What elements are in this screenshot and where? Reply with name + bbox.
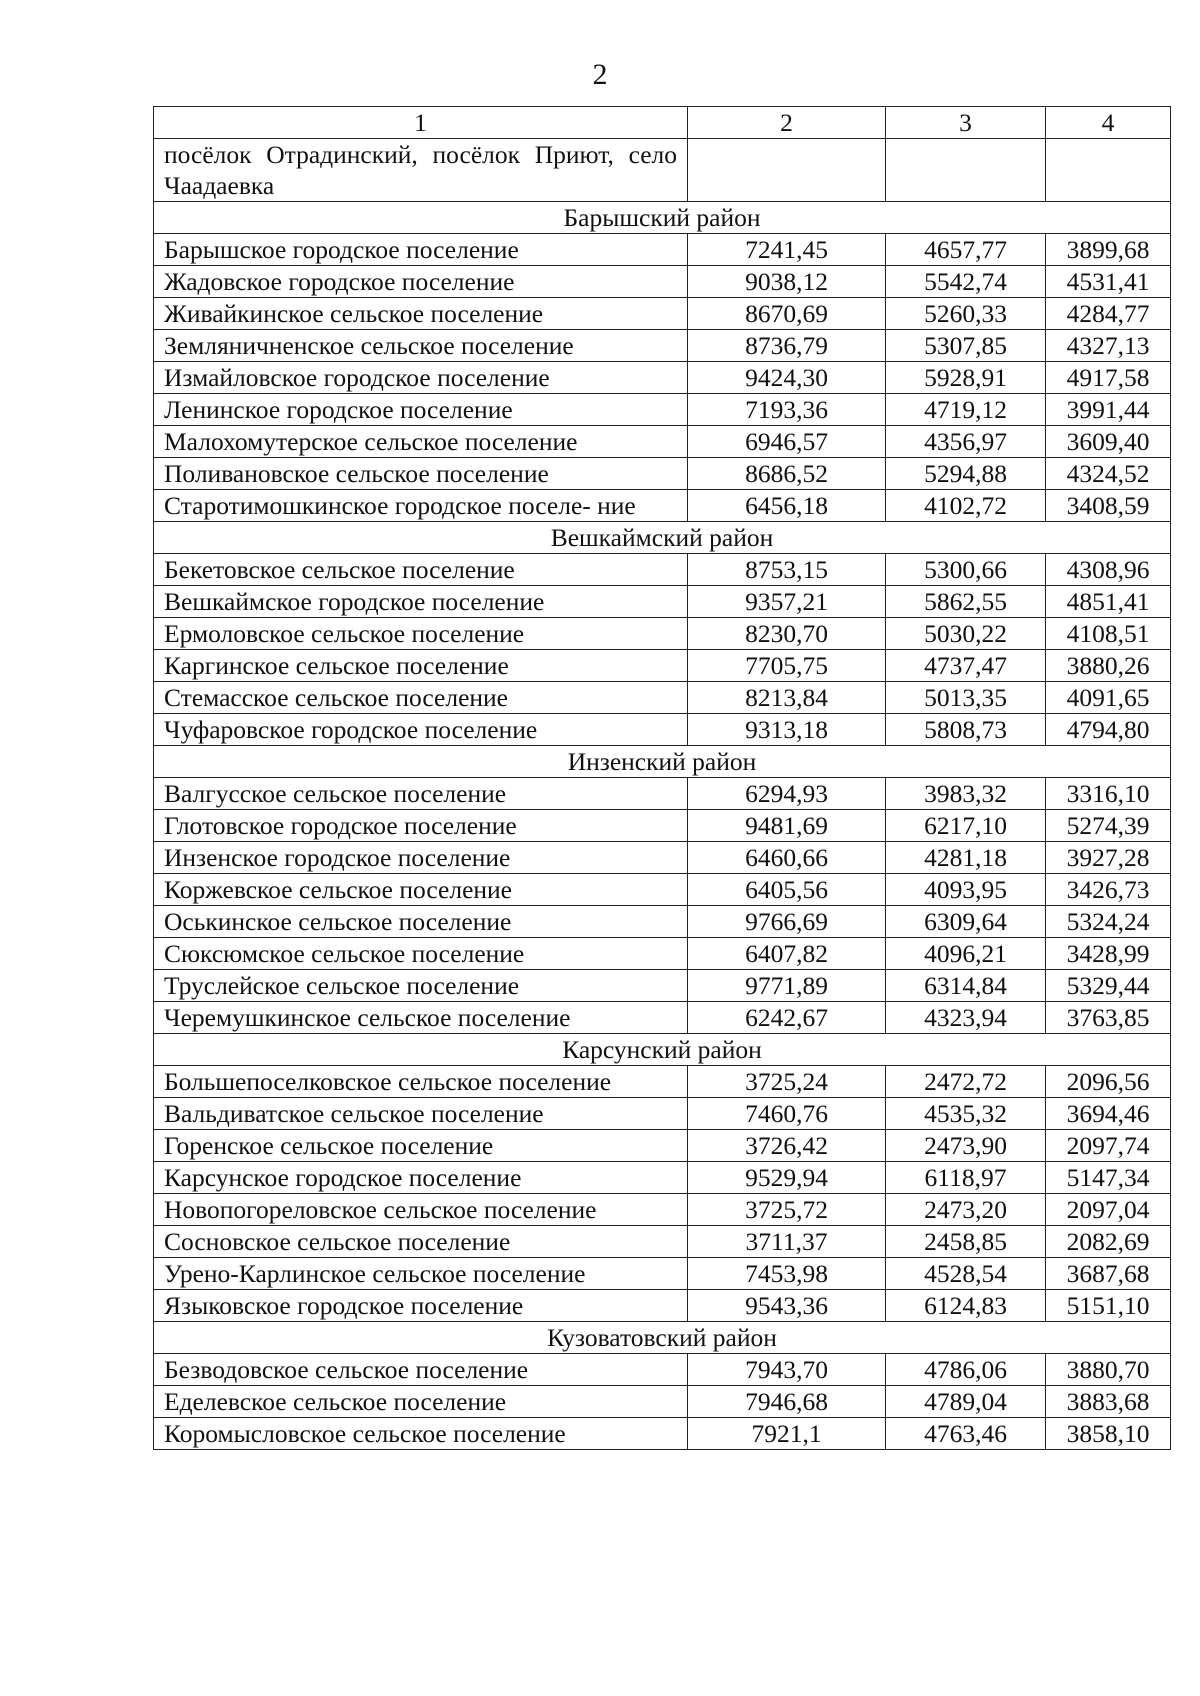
settlement-name: Еделевское сельское поселение bbox=[154, 1386, 688, 1418]
settlement-name: Коржевское сельское поселение bbox=[154, 874, 688, 906]
settlement-name: Инзенское городское поселение bbox=[154, 842, 688, 874]
value-cell-v4: 5274,39 bbox=[1046, 810, 1171, 842]
value-cell-v3: 2472,72 bbox=[886, 1066, 1046, 1098]
value-cell-v2: 8736,79 bbox=[688, 330, 886, 362]
table-body bbox=[154, 107, 1171, 1450]
value-cell-v3: 5808,73 bbox=[886, 714, 1046, 746]
value-cell-v3: 2473,90 bbox=[886, 1130, 1046, 1162]
value-cell-v2: 6405,56 bbox=[688, 874, 886, 906]
value-cell-v3: 4737,47 bbox=[886, 650, 1046, 682]
settlement-name: Оськинское сельское поселение bbox=[154, 906, 688, 938]
value-cell-v4: 3883,68 bbox=[1046, 1386, 1171, 1418]
table-row bbox=[154, 586, 1171, 618]
settlement-name: Измайловское городское поселение bbox=[154, 362, 688, 394]
value-cell-v4: 4284,77 bbox=[1046, 298, 1171, 330]
district-row bbox=[154, 746, 1171, 778]
value-cell-v3: 2458,85 bbox=[886, 1226, 1046, 1258]
value-cell-v4: 4327,13 bbox=[1046, 330, 1171, 362]
value-cell-v2: 8213,84 bbox=[688, 682, 886, 714]
value-cell-v2: 3725,72 bbox=[688, 1194, 886, 1226]
value-cell-v2: 9771,89 bbox=[688, 970, 886, 1002]
settlement-name: Сосновское сельское поселение bbox=[154, 1226, 688, 1258]
table-row bbox=[154, 394, 1171, 426]
value-cell-v4: 3858,10 bbox=[1046, 1418, 1171, 1450]
settlement-name: Чуфаровское городское поселение bbox=[154, 714, 688, 746]
settlement-name: Коромысловское сельское поселение bbox=[154, 1418, 688, 1450]
value-cell-v2: 6294,93 bbox=[688, 778, 886, 810]
value-cell-v4: 2097,04 bbox=[1046, 1194, 1171, 1226]
settlement-name: Ермоловское сельское поселение bbox=[154, 618, 688, 650]
settlement-name: Вальдиватское сельское поселение bbox=[154, 1098, 688, 1130]
value-cell-v2: 6460,66 bbox=[688, 842, 886, 874]
value-cell-v2: 3726,42 bbox=[688, 1130, 886, 1162]
value-cell-v4: 4108,51 bbox=[1046, 618, 1171, 650]
district-row bbox=[154, 1034, 1171, 1066]
value-cell-v2: 6946,57 bbox=[688, 426, 886, 458]
value-cell-v2: 9529,94 bbox=[688, 1162, 886, 1194]
value-cell-v3: 4281,18 bbox=[886, 842, 1046, 874]
settlement-name: Малохомутерское сельское поселение bbox=[154, 426, 688, 458]
district-heading: Кузоватовский район bbox=[154, 1322, 1171, 1354]
value-cell-v2: 9038,12 bbox=[688, 266, 886, 298]
value-cell-v4: 3899,68 bbox=[1046, 234, 1171, 266]
value-cell-v3: 2473,20 bbox=[886, 1194, 1046, 1226]
table-row bbox=[154, 298, 1171, 330]
value-cell-v3: 6309,64 bbox=[886, 906, 1046, 938]
settlement-name: Старотимошкинское городское поселе- ние bbox=[154, 490, 688, 522]
value-cell-v4: 2097,74 bbox=[1046, 1130, 1171, 1162]
column-header: 3 bbox=[886, 107, 1046, 139]
value-cell-v2: 8686,52 bbox=[688, 458, 886, 490]
value-cell-v4: 3408,59 bbox=[1046, 490, 1171, 522]
column-header: 1 bbox=[154, 107, 688, 139]
table-row bbox=[154, 362, 1171, 394]
table-row bbox=[154, 139, 1171, 202]
value-cell-v2: 7921,1 bbox=[688, 1418, 886, 1450]
value-cell-v2: 9313,18 bbox=[688, 714, 886, 746]
settlement-name: Урено-Карлинское сельское поселение bbox=[154, 1258, 688, 1290]
value-cell-v2: 7943,70 bbox=[688, 1354, 886, 1386]
value-cell-v3 bbox=[886, 139, 1046, 202]
settlement-name: Жадовское городское поселение bbox=[154, 266, 688, 298]
settlement-name: Безводовское сельское поселение bbox=[154, 1354, 688, 1386]
value-cell-v4: 3694,46 bbox=[1046, 1098, 1171, 1130]
value-cell-v3: 5294,88 bbox=[886, 458, 1046, 490]
value-cell-v4: 4851,41 bbox=[1046, 586, 1171, 618]
value-cell-v4: 3428,99 bbox=[1046, 938, 1171, 970]
value-cell-v2: 7241,45 bbox=[688, 234, 886, 266]
table-row bbox=[154, 330, 1171, 362]
value-cell-v2: 9357,21 bbox=[688, 586, 886, 618]
table-row bbox=[154, 874, 1171, 906]
value-cell-v2: 7946,68 bbox=[688, 1386, 886, 1418]
value-cell-v3: 4719,12 bbox=[886, 394, 1046, 426]
table-header-row bbox=[154, 107, 1171, 139]
value-cell-v3: 4789,04 bbox=[886, 1386, 1046, 1418]
table-row bbox=[154, 458, 1171, 490]
value-cell-v4: 5324,24 bbox=[1046, 906, 1171, 938]
table-row bbox=[154, 1194, 1171, 1226]
value-cell-v3: 6124,83 bbox=[886, 1290, 1046, 1322]
settlement-name: Живайкинское сельское поселение bbox=[154, 298, 688, 330]
table-row bbox=[154, 1418, 1171, 1450]
column-header: 2 bbox=[688, 107, 886, 139]
table-row bbox=[154, 1130, 1171, 1162]
value-cell-v3: 4356,97 bbox=[886, 426, 1046, 458]
table-row bbox=[154, 842, 1171, 874]
settlement-name: Барышское городское поселение bbox=[154, 234, 688, 266]
value-cell-v2: 8753,15 bbox=[688, 554, 886, 586]
value-cell-v3: 4102,72 bbox=[886, 490, 1046, 522]
value-cell-v3: 6118,97 bbox=[886, 1162, 1046, 1194]
value-cell-v2 bbox=[688, 139, 886, 202]
value-cell-v3: 4096,21 bbox=[886, 938, 1046, 970]
district-row bbox=[154, 202, 1171, 234]
district-heading: Барышский район bbox=[154, 202, 1171, 234]
value-cell-v4: 4794,80 bbox=[1046, 714, 1171, 746]
value-cell-v2: 3711,37 bbox=[688, 1226, 886, 1258]
district-heading: Вешкаймский район bbox=[154, 522, 1171, 554]
table-row bbox=[154, 490, 1171, 522]
value-cell-v3: 5300,66 bbox=[886, 554, 1046, 586]
table-row bbox=[154, 938, 1171, 970]
table-row bbox=[154, 234, 1171, 266]
value-cell-v3: 4093,95 bbox=[886, 874, 1046, 906]
value-cell-v4: 5329,44 bbox=[1046, 970, 1171, 1002]
data-table bbox=[153, 106, 1171, 1450]
value-cell-v3: 5013,35 bbox=[886, 682, 1046, 714]
settlement-name: Горенское сельское поселение bbox=[154, 1130, 688, 1162]
settlement-name: Большепоселковское сельское поселение bbox=[154, 1066, 688, 1098]
value-cell-v2: 7193,36 bbox=[688, 394, 886, 426]
value-cell-v4: 3927,28 bbox=[1046, 842, 1171, 874]
value-cell-v2: 9766,69 bbox=[688, 906, 886, 938]
settlement-name: Ленинское городское поселение bbox=[154, 394, 688, 426]
table-row bbox=[154, 1162, 1171, 1194]
settlement-name: посёлок Отрадинский, посёлок Приют, село Чаадаевка bbox=[154, 139, 688, 202]
column-header: 4 bbox=[1046, 107, 1171, 139]
table-row bbox=[154, 1226, 1171, 1258]
value-cell-v4: 3687,68 bbox=[1046, 1258, 1171, 1290]
table-row bbox=[154, 778, 1171, 810]
value-cell-v2: 3725,24 bbox=[688, 1066, 886, 1098]
settlement-name: Стемасское сельское поселение bbox=[154, 682, 688, 714]
value-cell-v4: 4917,58 bbox=[1046, 362, 1171, 394]
value-cell-v2: 6242,67 bbox=[688, 1002, 886, 1034]
value-cell-v4: 3763,85 bbox=[1046, 1002, 1171, 1034]
value-cell-v4: 3991,44 bbox=[1046, 394, 1171, 426]
value-cell-v4: 4324,52 bbox=[1046, 458, 1171, 490]
value-cell-v4: 4531,41 bbox=[1046, 266, 1171, 298]
value-cell-v3: 4528,54 bbox=[886, 1258, 1046, 1290]
value-cell-v2: 6407,82 bbox=[688, 938, 886, 970]
settlement-name: Вешкаймское городское поселение bbox=[154, 586, 688, 618]
settlement-name: Языковское городское поселение bbox=[154, 1290, 688, 1322]
value-cell-v4: 3426,73 bbox=[1046, 874, 1171, 906]
value-cell-v3: 5862,55 bbox=[886, 586, 1046, 618]
settlement-name: Валгусское сельское поселение bbox=[154, 778, 688, 810]
table-row bbox=[154, 714, 1171, 746]
value-cell-v3: 4657,77 bbox=[886, 234, 1046, 266]
settlement-name: Земляничненское сельское поселение bbox=[154, 330, 688, 362]
value-cell-v3: 5542,74 bbox=[886, 266, 1046, 298]
settlement-name: Новопогореловское сельское поселение bbox=[154, 1194, 688, 1226]
value-cell-v3: 4786,06 bbox=[886, 1354, 1046, 1386]
value-cell-v3: 3983,32 bbox=[886, 778, 1046, 810]
table-row bbox=[154, 810, 1171, 842]
value-cell-v3: 5260,33 bbox=[886, 298, 1046, 330]
district-row bbox=[154, 1322, 1171, 1354]
table-row bbox=[154, 1386, 1171, 1418]
table-row bbox=[154, 906, 1171, 938]
settlement-name: Каргинское сельское поселение bbox=[154, 650, 688, 682]
table-row bbox=[154, 970, 1171, 1002]
value-cell-v4: 2082,69 bbox=[1046, 1226, 1171, 1258]
value-cell-v3: 4323,94 bbox=[886, 1002, 1046, 1034]
table-row bbox=[154, 1258, 1171, 1290]
table-row bbox=[154, 1098, 1171, 1130]
table-row bbox=[154, 1354, 1171, 1386]
value-cell-v3: 5307,85 bbox=[886, 330, 1046, 362]
table-row bbox=[154, 554, 1171, 586]
value-cell-v2: 6456,18 bbox=[688, 490, 886, 522]
value-cell-v4: 3880,70 bbox=[1046, 1354, 1171, 1386]
value-cell-v2: 7705,75 bbox=[688, 650, 886, 682]
settlement-name: Карсунское городское поселение bbox=[154, 1162, 688, 1194]
value-cell-v3: 5030,22 bbox=[886, 618, 1046, 650]
value-cell-v4: 3609,40 bbox=[1046, 426, 1171, 458]
value-cell-v2: 8670,69 bbox=[688, 298, 886, 330]
value-cell-v4: 5151,10 bbox=[1046, 1290, 1171, 1322]
settlement-name: Поливановское сельское поселение bbox=[154, 458, 688, 490]
value-cell-v4: 2096,56 bbox=[1046, 1066, 1171, 1098]
settlement-name: Труслейское сельское поселение bbox=[154, 970, 688, 1002]
value-cell-v2: 9424,30 bbox=[688, 362, 886, 394]
district-row bbox=[154, 522, 1171, 554]
settlement-name: Сюксюмское сельское поселение bbox=[154, 938, 688, 970]
district-heading: Инзенский район bbox=[154, 746, 1171, 778]
settlement-name: Черемушкинское сельское поселение bbox=[154, 1002, 688, 1034]
value-cell-v4: 4091,65 bbox=[1046, 682, 1171, 714]
value-cell-v4: 3880,26 bbox=[1046, 650, 1171, 682]
value-cell-v2: 9543,36 bbox=[688, 1290, 886, 1322]
value-cell-v3: 6217,10 bbox=[886, 810, 1046, 842]
value-cell-v3: 5928,91 bbox=[886, 362, 1046, 394]
value-cell-v3: 6314,84 bbox=[886, 970, 1046, 1002]
settlement-name: Глотовское городское поселение bbox=[154, 810, 688, 842]
value-cell-v2: 8230,70 bbox=[688, 618, 886, 650]
table-row bbox=[154, 650, 1171, 682]
value-cell-v4: 3316,10 bbox=[1046, 778, 1171, 810]
value-cell-v2: 9481,69 bbox=[688, 810, 886, 842]
value-cell-v3: 4535,32 bbox=[886, 1098, 1046, 1130]
value-cell-v2: 7460,76 bbox=[688, 1098, 886, 1130]
value-cell-v3: 4763,46 bbox=[886, 1418, 1046, 1450]
table-row bbox=[154, 1002, 1171, 1034]
district-heading: Карсунский район bbox=[154, 1034, 1171, 1066]
table-row bbox=[154, 1290, 1171, 1322]
table-row bbox=[154, 682, 1171, 714]
table-row bbox=[154, 426, 1171, 458]
table-row bbox=[154, 618, 1171, 650]
table-row bbox=[154, 266, 1171, 298]
value-cell-v2: 7453,98 bbox=[688, 1258, 886, 1290]
value-cell-v4 bbox=[1046, 139, 1171, 202]
value-cell-v4: 4308,96 bbox=[1046, 554, 1171, 586]
value-cell-v4: 5147,34 bbox=[1046, 1162, 1171, 1194]
settlement-name: Бекетовское сельское поселение bbox=[154, 554, 688, 586]
table-row bbox=[154, 1066, 1171, 1098]
page-number: 2 bbox=[592, 58, 608, 91]
